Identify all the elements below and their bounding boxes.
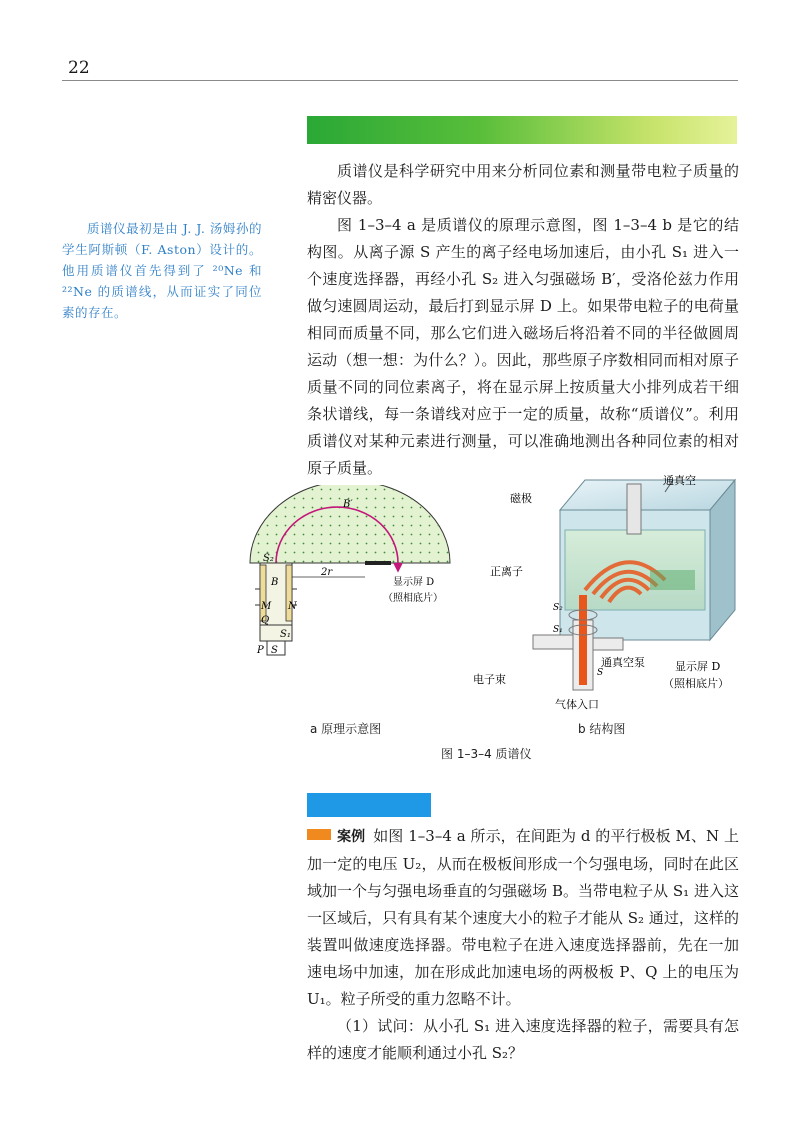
label-vacuum-top: 通真空 [663, 474, 696, 487]
figure-caption: 图 1–3–4 质谱仪 [441, 747, 532, 761]
label-electron-beam: 电子束 [473, 673, 506, 686]
intro-paragraph-2: 图 1–3–4 a 是质谱仪的原理示意图，图 1–3–4 b 是它的结构图。从离子源 S 产生的离子经电场加速后，由小孔 S₁ 进入一个速度选择器，再经小孔 S₂ 进入匀强磁场 B′，受洛伦兹力作用做匀速圆周运动，最后打到显示屏 D 上。如果带电粒子的电荷量相同而质量不同，那么它们进入磁场后将沿着不同的半径做圆周运动（想一想：为什么？）。因此，那些原子序数相同而相对原子质量不同的同位素离子，将在显示屏上按质量大小排列成若干细条状谱线，每一条谱线对应于一定的质量，故称“质谱仪”。利用质谱仪对某种元素进行测量，可以准确地测出各种同位素的相对原子质量。 [307, 216, 739, 477]
label-magnet: 磁极 [510, 492, 532, 505]
side-note: 质谱仪最初是由 J. J. 汤姆孙的学生阿斯顿（F. Aston）设计的。他用质谱仪首先得到了 ²⁰Ne 和 ²²Ne 的质谱线，从而证实了同位素的存在。 [62, 221, 262, 320]
pump-pipe [593, 638, 623, 650]
label-screen-d: 显示屏 D [675, 660, 721, 673]
plate-n [286, 565, 292, 621]
page-number: 22 [68, 58, 90, 78]
case-paragraph-1 [307, 823, 739, 1013]
label-s: S [271, 645, 278, 656]
label-m: M [261, 601, 272, 612]
figure-b-structure-diagram [465, 470, 740, 715]
label-s1: S₁ [553, 625, 563, 635]
label-s2: S₂ [263, 553, 274, 564]
screen-plate [650, 570, 695, 590]
label-b-prime: B′ [343, 499, 353, 510]
label-screen-d: 显示屏 D [393, 577, 435, 588]
label-2r: 2r [321, 567, 333, 578]
vacuum-pipe-top [627, 484, 641, 534]
screen-d [365, 561, 391, 565]
figure-a-principle-diagram [245, 485, 467, 660]
magnet-top [560, 480, 735, 510]
caption-figure-b: b 结构图 [578, 722, 626, 736]
plate-m [260, 565, 266, 621]
section-banner-green [307, 116, 737, 144]
label-p: P [257, 645, 264, 656]
case-label: 案例 [337, 829, 366, 845]
label-s2: S₂ [553, 603, 563, 613]
label-s: S [597, 668, 604, 678]
section-banner-blue [307, 793, 431, 817]
label-s1: S₁ [280, 629, 291, 640]
case-tag-icon [307, 829, 331, 840]
intro-text [307, 158, 739, 482]
label-positive-ion: 正离子 [490, 565, 523, 578]
caption-figure-a: a 原理示意图 [310, 722, 382, 736]
label-n: N [288, 601, 297, 612]
label-b: B [271, 577, 279, 588]
case-paragraph-1-text: 如图 1–3–4 a 所示，在间距为 d 的平行极板 M、N 上加一定的电压 U₂，从而在极板间形成一个匀强电场，同时在此区域加一个与匀强电场垂直的匀强磁场 B。当带电粒子从 S₁ 进入这一区域后，只有具有某个速度大小的粒子才能从 S₂ 通过，这样的装置叫做速度选择器。带电粒子在进入速度选择器前，先在一加速电场中加速，加在形成此加速电场的两极板 P、Q 上的电压为 U₁。粒子所受的重力忽略不计。 [307, 827, 739, 1008]
label-gas-inlet: 气体入口 [555, 698, 599, 711]
label-vacuum-pump: 通真空泵 [601, 656, 645, 669]
label-photo-film: （照相底片） [663, 677, 729, 690]
ion-beam [579, 595, 587, 685]
case-text [307, 823, 739, 1067]
header-rule [62, 80, 738, 81]
case-paragraph-2: （1）试问：从小孔 S₁ 进入速度选择器的粒子，需要具有怎样的速度才能顺利通过小孔 S₂？ [307, 1017, 739, 1062]
label-q: Q [261, 615, 270, 626]
intro-paragraph-1: 质谱仪是科学研究中用来分析同位素和测量带电粒子质量的精密仪器。 [307, 162, 739, 207]
label-photo-film: （照相底片） [383, 593, 443, 604]
electron-gun [533, 635, 573, 649]
